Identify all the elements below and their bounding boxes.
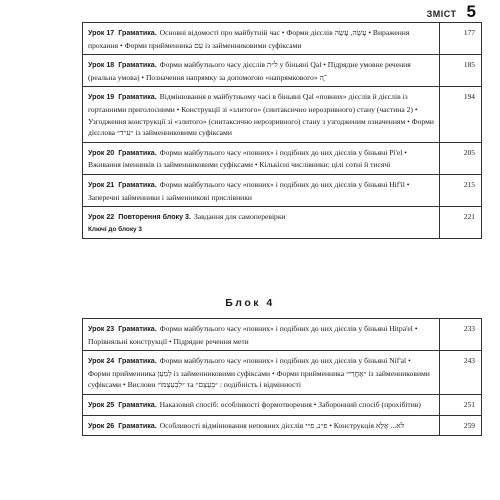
lesson-number: Урок 22 (88, 213, 115, 222)
entry-subtitle: Ключі до блоку 3 (88, 225, 142, 233)
entry-keyword: Граматика. (118, 421, 157, 430)
toc-row[interactable] (83, 394, 482, 415)
entry-keyword: Граматика. (118, 357, 157, 366)
lesson-number: Урок 21 (88, 180, 115, 189)
entry-keyword: Повторення блоку 3. (118, 213, 191, 222)
toc-entry (83, 351, 440, 395)
entry-text: Форми майбутнього часу дієслів ל״ה у біньяні Qal • Підрядне умовне речення (реальна умова) • Позначення напрямку за допомогою «напрямкового» ־ָה (88, 60, 411, 82)
entry-text: Особливості відмінювання неповних дієслів פ״נ, פ״י • Конструкція לֹא... אֶלָּא (159, 420, 405, 430)
toc-row[interactable] (83, 207, 482, 239)
lesson-number: Урок 23 (88, 325, 115, 333)
entry-text: Відмінювання в майбутньому часі в біньяні Qal «повних» дієслів й дієслів із гортанними приголосними • Конструкції зі «злитого» (синтаксично нерозривного) стану (частина 2) • Узгодження конструкції зі «злитого» (синтаксично нерозривного) стану з узгодженим означенням • Форми дієслова ״ע״ד״ із займенниковими суфіксами (88, 92, 434, 138)
entry-page-number: 233 (440, 319, 482, 351)
lesson-number: Урок 17 (88, 29, 115, 37)
toc-entry (83, 174, 440, 206)
toc-row[interactable] (83, 55, 482, 87)
lesson-number: Урок 26 (88, 421, 115, 430)
entry-keyword: Граматика. (118, 180, 157, 189)
entry-page-number: 215 (440, 174, 482, 206)
toc-row[interactable] (83, 142, 482, 174)
toc-entry (83, 87, 440, 142)
entry-page-number: 243 (440, 351, 482, 395)
entry-keyword: Граматика. (118, 29, 157, 37)
toc-entry (83, 207, 440, 239)
entry-keyword: Граматика. (118, 148, 157, 157)
lesson-number: Урок 19 (88, 93, 115, 102)
block-heading: Блок 4 (225, 297, 275, 309)
toc-entry (83, 319, 440, 351)
entry-page-number: 251 (440, 394, 482, 415)
toc-table-top (82, 22, 482, 239)
entry-text: Форми майбутнього часу «повних» і подібних до них дієслів у біньяні Nif'al • Форми прийменника לְמַעַן із займенниковими суфіксами • Форми прийменника ״אַחֲרֵי״ із займенниковими суфіксами • Вислови ״לִבְעֵצְמוֹ״ та ״בְּעֶצֶם״ : подібність і відмінності (88, 356, 430, 390)
toc-row[interactable] (83, 351, 482, 395)
entry-text: Завдання для самоперевірки (193, 212, 286, 222)
entry-page-number: 185 (440, 55, 482, 87)
entry-page-number: 259 (440, 415, 482, 436)
lesson-number: Урок 20 (88, 148, 115, 157)
entry-text: Форми майбутнього часу «повних» і подібних до них дієслів у біньяні Pi'el • Вживання іменників із займенниковими суфіксами • Кількісні числівники: цілі сотні й тисячі (88, 147, 407, 170)
page-number: 5 (466, 2, 476, 21)
entry-text: Форми майбутнього часу «повних» і подібних до них дієслів у біньяні Hif'il • Заперечні займенники і займенникові прислівники (88, 179, 410, 202)
toc-row[interactable] (83, 415, 482, 436)
toc-row[interactable] (83, 174, 482, 206)
section-title: ЗМІСТ (426, 9, 457, 19)
lesson-number: Урок 25 (88, 400, 115, 409)
entry-text: Основні відомості про майбутній час • Форми дієслів עָשָׂה, עָשָׂה • Вираження прохання • Форми прийменника עִם із займенниковими суфіксами (88, 28, 410, 50)
entry-text: Форми майбутнього часу «повних» і подібних до них дієслів у біньяні Hitpa'el • Порівняльні конструкції • Підрядне речення мети (88, 324, 418, 346)
toc-row[interactable] (83, 319, 482, 351)
entry-text: Наказовий спосіб: особливості формотворення • Заборонний спосіб (прохібітив) (159, 399, 421, 409)
toc-entry (83, 142, 440, 174)
lesson-number: Урок 24 (88, 357, 115, 366)
toc-entry (83, 55, 440, 87)
entry-page-number: 177 (440, 23, 482, 55)
toc-entry (83, 23, 440, 55)
toc-table-bottom (82, 318, 482, 436)
toc-row[interactable] (83, 87, 482, 142)
entry-keyword: Граматика. (118, 61, 157, 70)
entry-page-number: 205 (440, 142, 482, 174)
entry-keyword: Граматика. (118, 325, 157, 333)
entry-page-number: 194 (440, 87, 482, 142)
toc-entry (83, 415, 440, 436)
entry-page-number: 221 (440, 207, 482, 239)
toc-entry (83, 394, 440, 415)
page-header (427, 2, 476, 22)
entry-keyword: Граматика. (118, 400, 157, 409)
toc-row[interactable] (83, 23, 482, 55)
lesson-number: Урок 18 (88, 61, 115, 70)
entry-keyword: Граматика. (118, 93, 157, 102)
